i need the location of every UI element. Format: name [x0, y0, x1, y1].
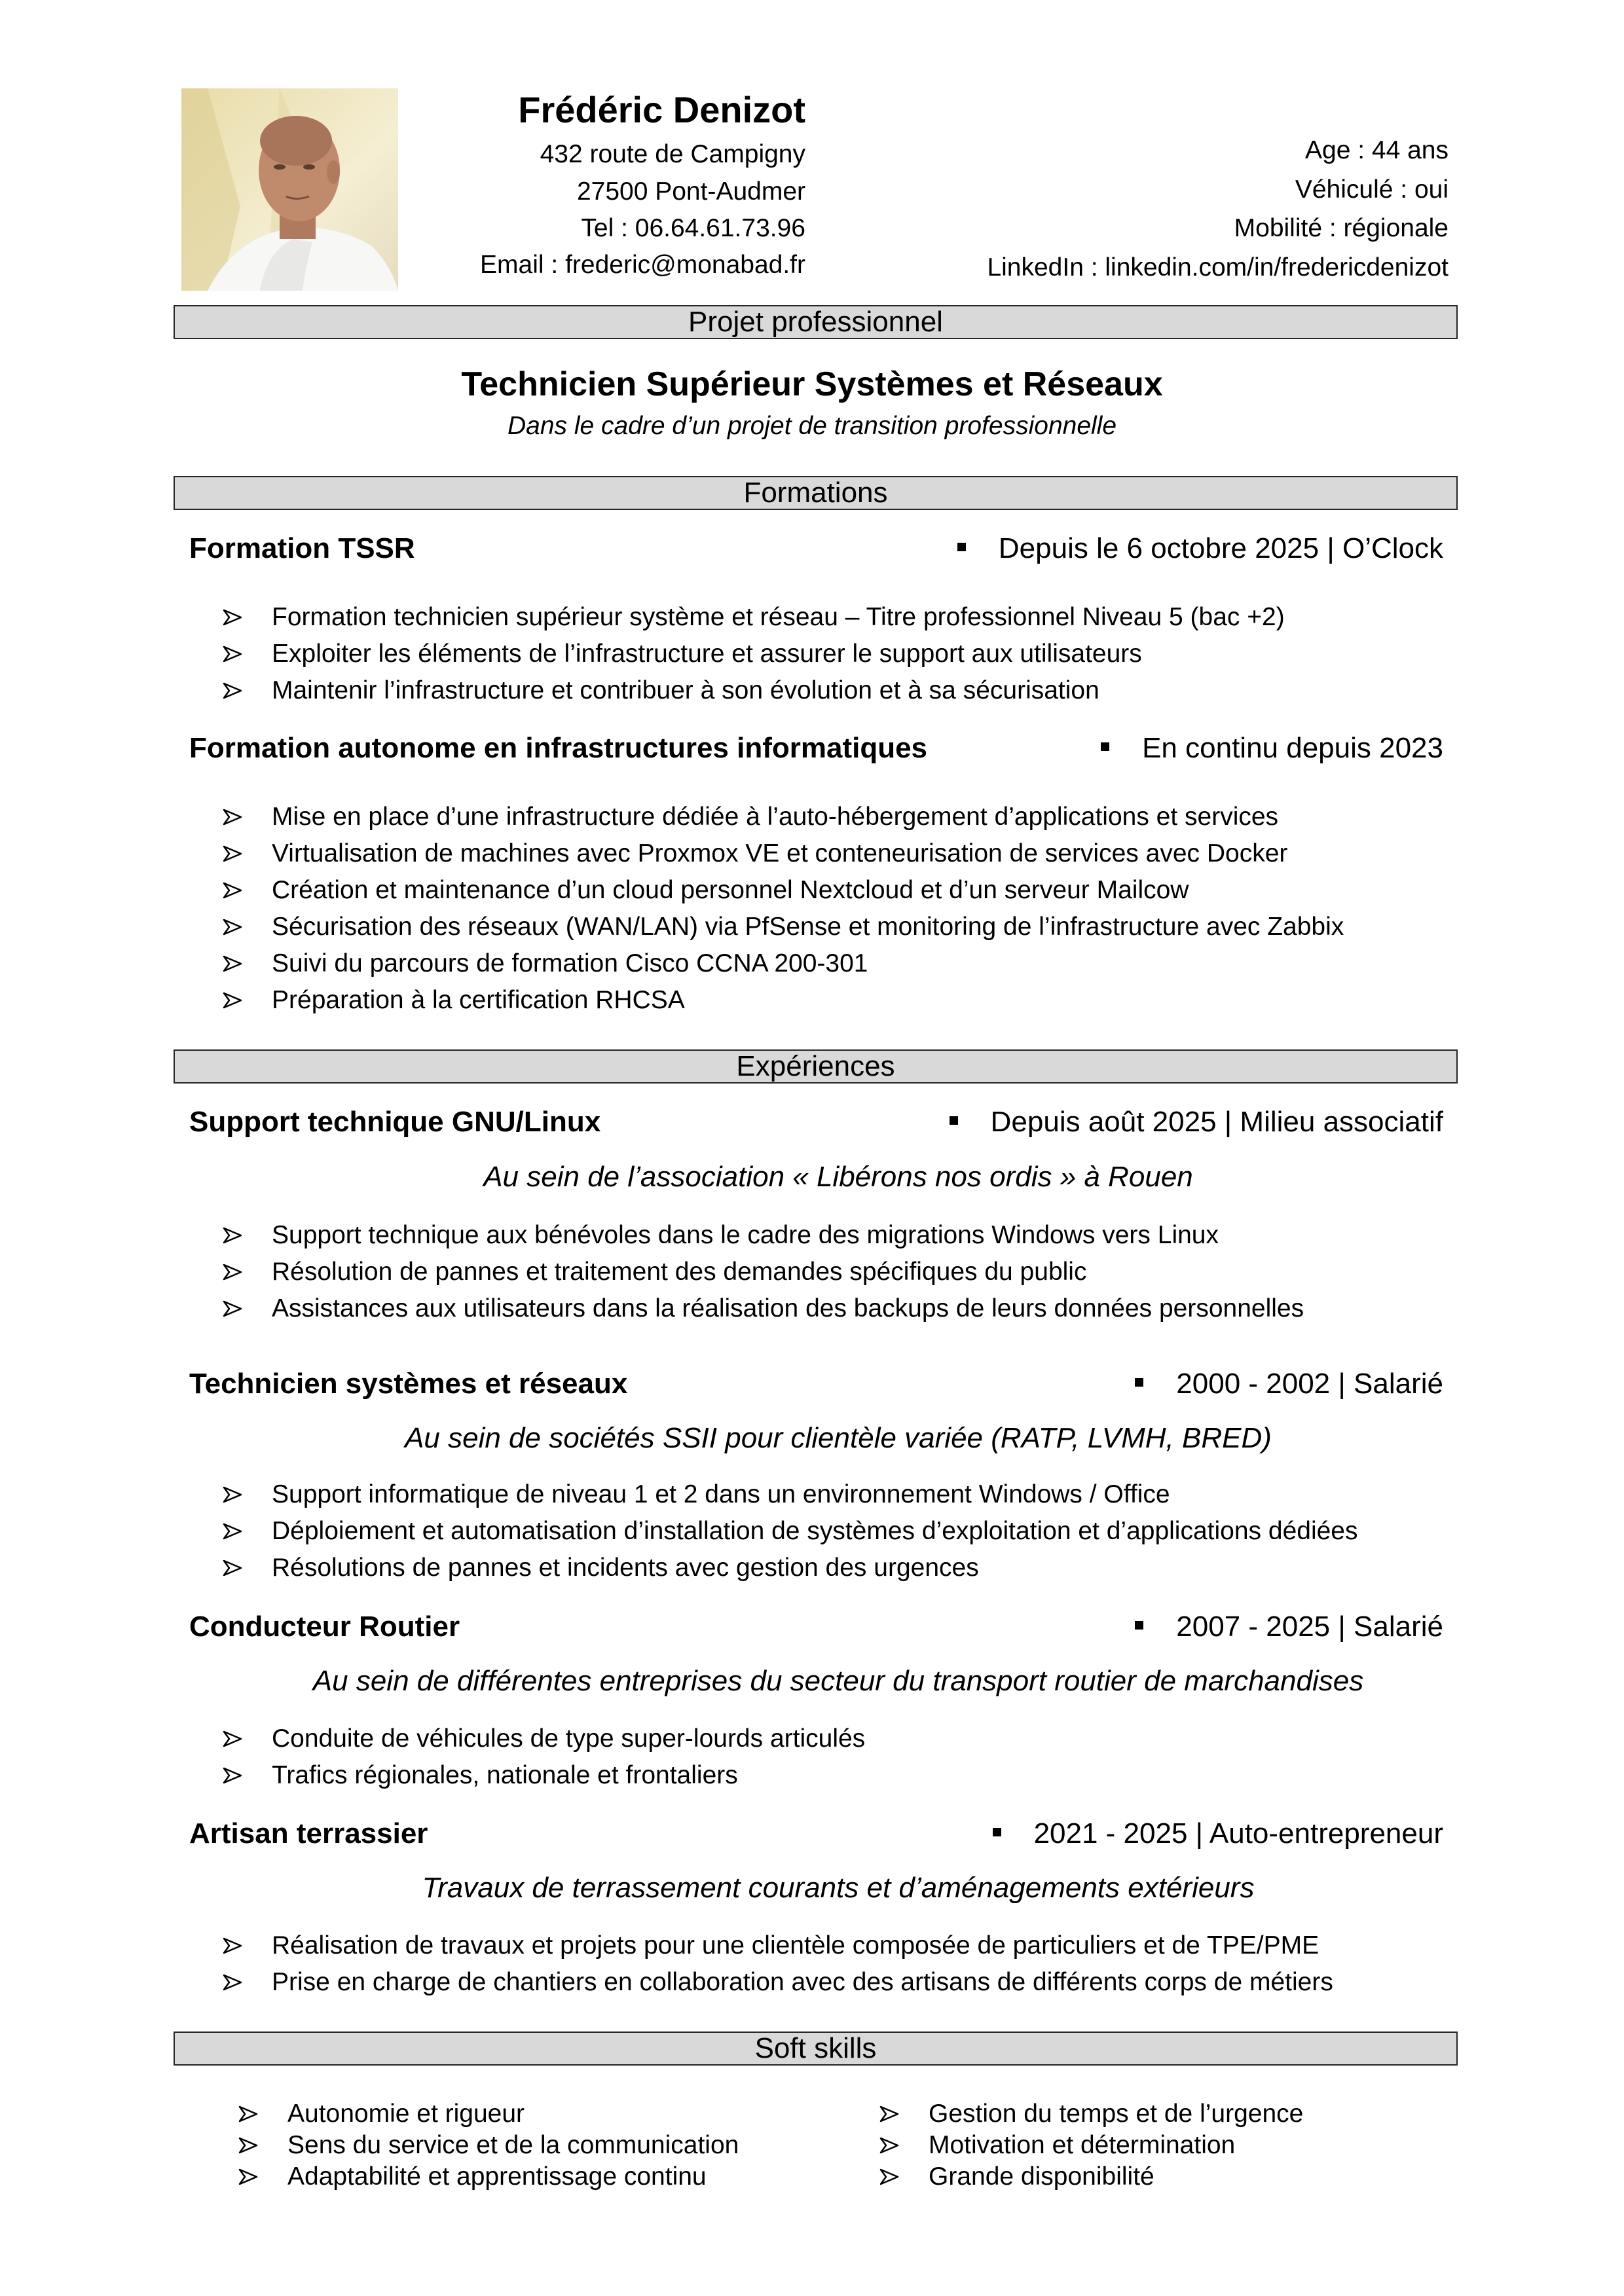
formation-meta [957, 529, 1443, 568]
section-bar-formations: Formations [174, 476, 1458, 510]
linkedin-link[interactable]: LinkedIn : linkedin.com/in/fredericdenizot [987, 253, 1449, 282]
portrait-image [181, 88, 398, 291]
arrow-bullet-icon [223, 1290, 249, 1327]
experience-bullet-list [223, 1217, 1304, 1327]
experience-date: Depuis août 2025 | Milieu associatif [990, 1106, 1443, 1138]
formation-title: Formation autonome en infrastructures informatiques [189, 732, 928, 764]
formation-date: En continu depuis 2023 [1142, 732, 1443, 764]
arrow-bullet-icon [879, 2098, 906, 2130]
arrow-bullet-icon [223, 1254, 249, 1290]
list-item: Préparation à la certification RHCSA [223, 982, 1344, 1019]
list-item: Sécurisation des réseaux (WAN/LAN) via PfSense et monitoring de l’infrastructure avec Zabbix [223, 909, 1344, 945]
list-item: Réalisation de travaux et projets pour une clientèle composée de particuliers et de TPE/PME [223, 1927, 1333, 1964]
profile-photo [181, 88, 398, 291]
list-item: Prise en charge de chantiers en collaboration avec des artisans de différents corps de métiers [223, 1964, 1333, 2001]
experience-meta [1135, 1364, 1443, 1404]
list-item: Sens du service et de la communication [238, 2130, 739, 2161]
formation-title: Formation TSSR [189, 532, 415, 564]
section-bar-soft-skills: Soft skills [174, 2032, 1458, 2066]
formation-date: Depuis le 6 octobre 2025 | O’Clock [998, 532, 1443, 564]
arrow-bullet-icon [238, 2130, 265, 2161]
experience-title: Support technique GNU/Linux [189, 1106, 601, 1138]
experience-context: Au sein de l’association « Libérons nos ordis » à Rouen [483, 1161, 1193, 1193]
arrow-bullet-icon [223, 1757, 249, 1794]
experience-title: Artisan terrassier [189, 1817, 428, 1850]
square-bullet-icon [993, 1828, 1001, 1836]
list-item: Résolutions de pannes et incidents avec gestion des urgences [223, 1550, 1358, 1586]
list-item: Maintenir l’infrastructure et contribuer à son évolution et à sa sécurisation [223, 672, 1285, 709]
experience-title: Technicien systèmes et réseaux [189, 1368, 628, 1400]
section-bar-experiences: Expériences [174, 1049, 1458, 1084]
list-item: Formation technicien supérieur système et réseau – Titre professionnel Niveau 5 (bac +2) [223, 599, 1285, 636]
arrow-bullet-icon [223, 1217, 249, 1254]
experience-bullet-list [223, 1476, 1358, 1586]
formation-bullet-list [223, 799, 1344, 1019]
arrow-bullet-icon [223, 1513, 249, 1550]
arrow-bullet-icon [223, 835, 249, 872]
list-item: Déploiement et automatisation d’installation de systèmes d’exploitation et d’applications dédiées [223, 1513, 1358, 1550]
arrow-bullet-icon [223, 599, 249, 636]
address-line-2: 27500 Pont-Audmer [576, 177, 805, 206]
list-item: Support technique aux bénévoles dans le cadre des migrations Windows vers Linux [223, 1217, 1304, 1254]
vehicle-info: Véhiculé : oui [1295, 175, 1449, 204]
experience-meta [993, 1814, 1443, 1853]
projet-title: Technicien Supérieur Systèmes et Réseaux [461, 365, 1163, 403]
soft-skills-right-list [879, 2098, 1303, 2193]
arrow-bullet-icon [223, 1550, 249, 1586]
formation-meta [1101, 729, 1443, 768]
square-bullet-icon [1135, 1621, 1143, 1630]
experience-title: Conducteur Routier [189, 1611, 460, 1643]
address-line-1: 432 route de Campigny [540, 140, 805, 168]
list-item: Grande disponibilité [879, 2161, 1303, 2193]
email-address: Email : frederic@monabad.fr [480, 251, 805, 279]
formation-bullet-list [223, 599, 1285, 709]
list-item: Autonomie et rigueur [238, 2098, 739, 2130]
arrow-bullet-icon [223, 872, 249, 909]
square-bullet-icon [950, 1116, 958, 1125]
list-item: Création et maintenance d’un cloud personnel Nextcloud et d’un serveur Mailcow [223, 872, 1344, 909]
arrow-bullet-icon [223, 799, 249, 835]
projet-subtitle: Dans le cadre d’un projet de transition professionnelle [507, 412, 1117, 440]
list-item: Exploiter les éléments de l’infrastructure et assurer le support aux utilisateurs [223, 636, 1285, 672]
experience-context: Travaux de terrassement courants et d’aménagements extérieurs [422, 1872, 1255, 1904]
square-bullet-icon [1101, 742, 1109, 751]
experience-context: Au sein de différentes entreprises du secteur du transport routier de marchandises [312, 1665, 1364, 1697]
arrow-bullet-icon [223, 1721, 249, 1757]
arrow-bullet-icon [223, 672, 249, 709]
experience-meta [1135, 1607, 1443, 1647]
list-item: Trafics régionales, nationale et frontaliers [223, 1757, 865, 1794]
arrow-bullet-icon [223, 636, 249, 672]
arrow-bullet-icon [238, 2098, 265, 2130]
arrow-bullet-icon [879, 2161, 906, 2193]
experience-bullet-list [223, 1927, 1333, 2001]
list-item: Support informatique de niveau 1 et 2 dans un environnement Windows / Office [223, 1476, 1358, 1513]
list-item: Mise en place d’une infrastructure dédiée à l’auto-hébergement d’applications et services [223, 799, 1344, 835]
square-bullet-icon [957, 543, 966, 551]
experience-context: Au sein de sociétés SSII pour clientèle variée (RATP, LVMH, BRED) [405, 1422, 1272, 1454]
arrow-bullet-icon [879, 2130, 906, 2161]
arrow-bullet-icon [223, 1927, 249, 1964]
arrow-bullet-icon [238, 2161, 265, 2193]
arrow-bullet-icon [223, 945, 249, 982]
mobility-info: Mobilité : régionale [1234, 214, 1449, 242]
experience-date: 2007 - 2025 | Salarié [1176, 1611, 1443, 1643]
age-info: Age : 44 ans [1305, 136, 1449, 164]
list-item: Assistances aux utilisateurs dans la réalisation des backups de leurs données personnelles [223, 1290, 1304, 1327]
candidate-name: Frédéric Denizot [518, 89, 805, 130]
phone-number: Tel : 06.64.61.73.96 [581, 214, 805, 242]
list-item: Suivi du parcours de formation Cisco CCNA 200-301 [223, 945, 1344, 982]
experience-bullet-list [223, 1721, 865, 1794]
experience-date: 2000 - 2002 | Salarié [1176, 1368, 1443, 1400]
arrow-bullet-icon [223, 1476, 249, 1513]
arrow-bullet-icon [223, 1964, 249, 2001]
list-item: Gestion du temps et de l’urgence [879, 2098, 1303, 2130]
square-bullet-icon [1135, 1378, 1143, 1387]
list-item: Résolution de pannes et traitement des demandes spécifiques du public [223, 1254, 1304, 1290]
experience-date: 2021 - 2025 | Auto-entrepreneur [1033, 1817, 1443, 1850]
experience-meta [950, 1102, 1443, 1142]
list-item: Adaptabilité et apprentissage continu [238, 2161, 739, 2193]
list-item: Virtualisation de machines avec Proxmox VE et conteneurisation de services avec Docker [223, 835, 1344, 872]
arrow-bullet-icon [223, 909, 249, 945]
list-item: Motivation et détermination [879, 2130, 1303, 2161]
list-item: Conduite de véhicules de type super-lourds articulés [223, 1721, 865, 1757]
section-bar-projet: Projet professionnel [174, 305, 1458, 339]
soft-skills-left-list [238, 2098, 739, 2193]
arrow-bullet-icon [223, 982, 249, 1019]
